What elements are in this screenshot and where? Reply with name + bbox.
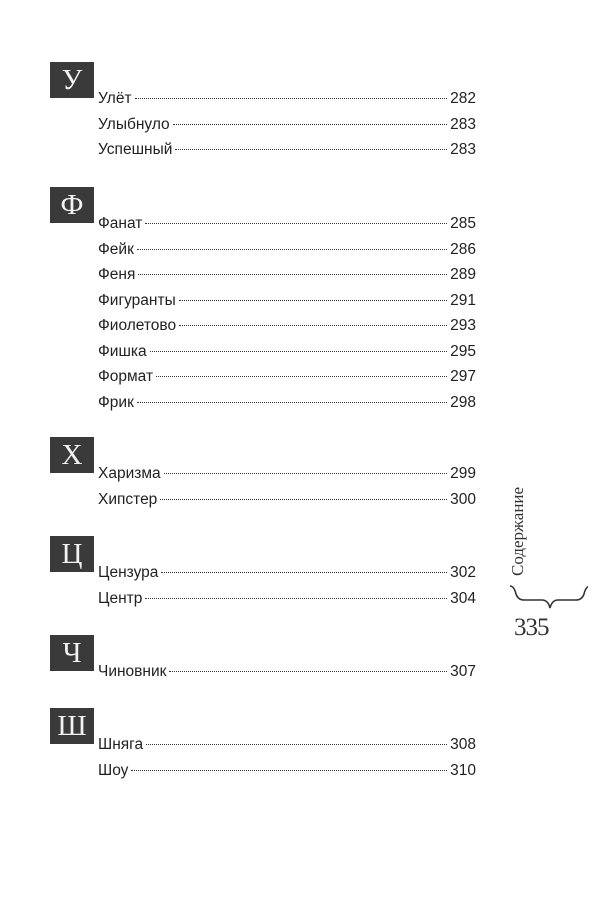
entry-list	[98, 215, 476, 419]
toc-entry[interactable]	[98, 116, 476, 142]
entry-title: Феня	[98, 266, 136, 283]
toc-entry[interactable]	[98, 465, 476, 491]
dot-leader	[138, 274, 447, 275]
toc-entry[interactable]	[98, 141, 476, 167]
toc-entry[interactable]	[98, 292, 476, 318]
entry-page-number: 307	[450, 663, 476, 680]
entry-title: Хипстер	[98, 490, 158, 508]
page-number: 335	[514, 614, 549, 641]
dot-leader	[131, 770, 447, 771]
dot-leader	[179, 300, 447, 301]
entry-title: Фиолетово	[98, 317, 177, 334]
entry-title: Фрик	[98, 393, 134, 411]
entry-title: Шняга	[98, 736, 144, 753]
entry-title: Шоу	[98, 761, 129, 779]
dot-leader	[137, 249, 447, 250]
dot-leader	[146, 744, 447, 745]
entry-page-number: 295	[450, 342, 476, 360]
toc-entry[interactable]	[98, 663, 476, 689]
entry-page-number: 282	[450, 90, 476, 107]
entry-page-number: 304	[450, 589, 476, 607]
dot-leader	[135, 98, 448, 99]
entry-page-number: 283	[450, 141, 476, 158]
entry-page-number: 293	[450, 317, 476, 334]
dot-leader	[173, 124, 447, 125]
entry-title: Фигуранты	[98, 291, 176, 309]
entry-title: Харизма	[98, 465, 161, 482]
dot-leader	[160, 499, 447, 500]
entry-title: Улёт	[98, 90, 132, 107]
entry-title: Цензура	[98, 564, 159, 581]
letter-heading: Ш	[50, 708, 94, 744]
dot-leader	[145, 223, 447, 224]
entry-page-number: 289	[450, 266, 476, 283]
toc-entry[interactable]	[98, 736, 476, 762]
entry-page-number: 302	[450, 564, 476, 581]
entry-page-number: 298	[450, 393, 476, 411]
entry-title: Фанат	[98, 215, 143, 232]
toc-entry[interactable]	[98, 394, 476, 420]
entry-title: Фейк	[98, 240, 134, 258]
entry-title: Фишка	[98, 342, 147, 360]
brace-ornament-icon	[508, 584, 588, 614]
letter-heading: Ц	[50, 536, 94, 572]
toc-entry[interactable]	[98, 241, 476, 267]
entry-page-number: 286	[450, 240, 476, 258]
dot-leader	[156, 376, 447, 377]
toc-entry[interactable]	[98, 317, 476, 343]
entry-list	[98, 465, 476, 516]
toc-entry[interactable]	[98, 491, 476, 517]
dot-leader	[137, 402, 447, 403]
entry-page-number: 308	[450, 736, 476, 753]
dot-leader	[175, 149, 447, 150]
dot-leader	[145, 598, 447, 599]
entry-title: Успешный	[98, 141, 173, 158]
entry-page-number: 299	[450, 465, 476, 482]
entry-title: Центр	[98, 589, 143, 607]
entry-list	[98, 736, 476, 787]
toc-entry[interactable]	[98, 762, 476, 788]
toc-entry[interactable]	[98, 266, 476, 292]
toc-entry[interactable]	[98, 215, 476, 241]
dot-leader	[169, 671, 447, 672]
toc-entry[interactable]	[98, 368, 476, 394]
running-header-title: Содержание	[508, 486, 527, 576]
entry-page-number: 300	[450, 490, 476, 508]
letter-heading: Ч	[50, 635, 94, 671]
toc-entry[interactable]	[98, 590, 476, 616]
entry-page-number: 283	[450, 115, 476, 133]
letter-heading: У	[50, 62, 94, 98]
dot-leader	[161, 572, 447, 573]
entry-page-number: 285	[450, 215, 476, 232]
entry-list	[98, 564, 476, 615]
entry-list	[98, 663, 476, 689]
entry-title: Формат	[98, 368, 154, 385]
entry-page-number: 297	[450, 368, 476, 385]
entry-title: Чиновник	[98, 663, 167, 680]
letter-heading: Ф	[50, 187, 94, 223]
entry-title: Улыбнуло	[98, 115, 170, 133]
entry-list	[98, 90, 476, 167]
entry-page-number: 291	[450, 291, 476, 309]
letter-heading: Х	[50, 437, 94, 473]
dot-leader	[150, 351, 448, 352]
entry-page-number: 310	[450, 761, 476, 779]
dot-leader	[164, 473, 448, 474]
toc-entry[interactable]	[98, 343, 476, 369]
toc-entry[interactable]	[98, 564, 476, 590]
dot-leader	[179, 325, 447, 326]
toc-entry[interactable]	[98, 90, 476, 116]
